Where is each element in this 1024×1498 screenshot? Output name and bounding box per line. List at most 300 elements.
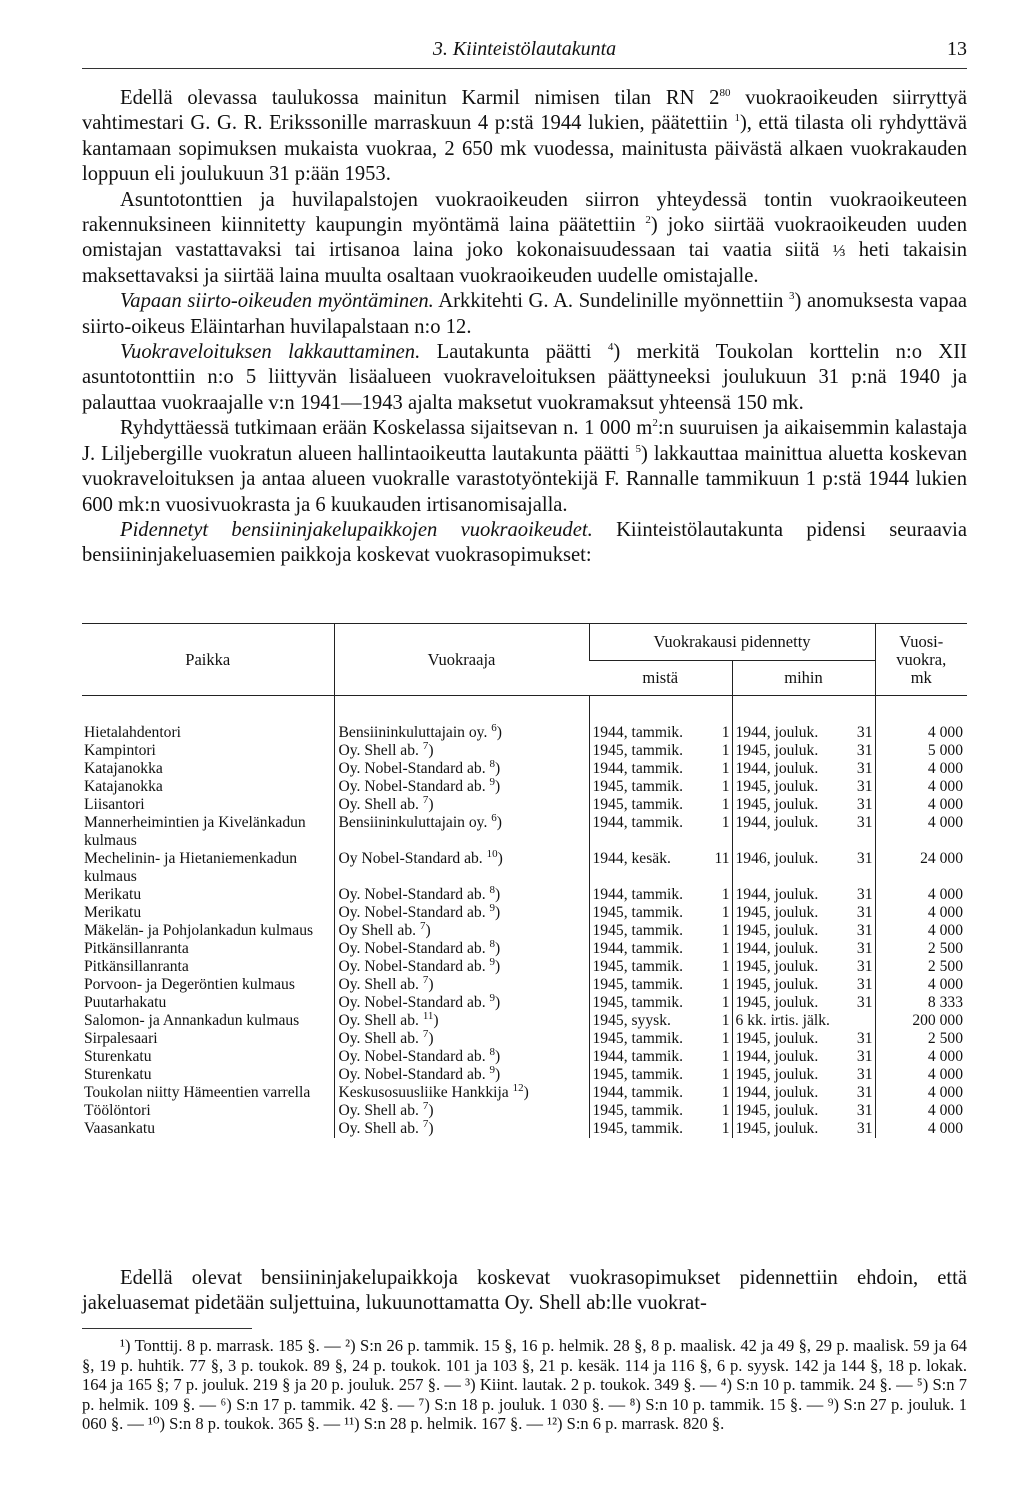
cell-rent: 4 000 [875, 1120, 967, 1138]
footnote-ref: 4 [607, 341, 614, 354]
cell-to [732, 994, 875, 1012]
lessee-name: Bensiininkuluttajain oy. [338, 724, 488, 741]
lessee-name: Oy. Nobel-Standard ab. [338, 778, 486, 795]
cell-to [732, 922, 875, 940]
cell-from [589, 958, 732, 976]
to-month: 1944, jouluk. [735, 760, 819, 777]
table-row [82, 1048, 967, 1066]
paragraph-loans [82, 188, 967, 290]
lessee-name: Oy. Nobel-Standard ab. [338, 886, 486, 903]
to-month: 1944, jouluk. [735, 724, 819, 741]
footnote-ref: 7 [422, 1099, 429, 1112]
footnote-ref: 8 [489, 937, 495, 950]
table-row [82, 850, 967, 886]
from-month: 1945, tammik. [592, 976, 684, 993]
cell-place: Hietalahdentori [84, 724, 181, 741]
cell-lessee: Oy Shell ab. $^7$) [334, 922, 589, 940]
table-row [82, 940, 967, 958]
cell-lessee: Oy. Nobel-Standard ab. $^9$) [334, 778, 589, 796]
cell-lessee: Oy. Nobel-Standard ab. $^9$) [334, 904, 589, 922]
to-day: 31 [856, 760, 873, 777]
cell-to [732, 1120, 875, 1138]
paragraph-koskela [82, 416, 967, 518]
cell-lessee: Bensiininkuluttajain oy. $^6$) [334, 724, 589, 742]
lessee-name: Oy. Shell ab. [338, 976, 419, 993]
cell-place: Toukolan niitty Hämeentien varrella [84, 1084, 311, 1101]
to-month: 1945, jouluk. [735, 904, 819, 921]
to-month: 1945, jouluk. [735, 1030, 819, 1047]
cell-rent: 4 000 [875, 1084, 967, 1102]
cell-place: Sturenkatu [84, 1048, 152, 1065]
cell-lessee: Oy. Nobel-Standard ab. $^9$) [334, 958, 589, 976]
footnote-ref: 8 [489, 883, 495, 896]
to-month: 6 kk. irtis. jälk. [735, 1012, 830, 1029]
lessee-name: Oy. Shell ab. [338, 742, 419, 759]
cell-rent: 2 500 [875, 958, 967, 976]
table-row [82, 742, 967, 760]
cell-lessee: Keskusosuusliike Hankkija $^{12}$) [334, 1084, 589, 1102]
section-title: Vuokraveloituksen lakkauttaminen. [120, 341, 421, 364]
cell-rent: 8 333 [875, 994, 967, 1012]
table-row [82, 958, 967, 976]
from-day: 1 [721, 1102, 730, 1119]
text-span: ), että tilasta oli ryhdyttävä kantamaan sopimuksen mukaista vuokraa, 2 650 mk vuodessa, mainitusta päivästä alkaen vuokrakauden loppuun eli joulukuun 31 p:ään 1953. [82, 112, 968, 186]
cell-lessee: Oy. Nobel-Standard ab. $^8$) [334, 886, 589, 904]
from-day: 1 [721, 976, 730, 993]
from-day: 1 [721, 922, 730, 939]
section-title: Vapaan siirto-oikeuden myöntäminen. [120, 290, 434, 313]
footnote-ref: 8 [489, 757, 495, 770]
from-day: 1 [721, 814, 730, 831]
to-day: 31 [856, 886, 873, 903]
header-rent-line: vuokra, [896, 649, 947, 669]
cell-lessee: Oy. Nobel-Standard ab. $^9$) [334, 994, 589, 1012]
table-row [82, 1030, 967, 1048]
from-month: 1945, tammik. [592, 1066, 684, 1083]
header-lessee: Vuokraaja [334, 624, 589, 696]
cell-from [589, 778, 732, 796]
cell-lessee: Oy. Shell ab. $^7$) [334, 1030, 589, 1048]
cell-from [589, 922, 732, 940]
footnote-ref: 9 [489, 1063, 495, 1076]
cell-from [589, 796, 732, 814]
cell-to [732, 850, 875, 886]
from-month: 1945, tammik. [592, 994, 684, 1011]
lessee-name: Oy. Shell ab. [338, 1030, 419, 1047]
from-month: 1945, tammik. [592, 1120, 684, 1137]
footnote-ref: 9 [489, 901, 495, 914]
cell-rent: 2 500 [875, 1030, 967, 1048]
table-row [82, 1084, 967, 1102]
cell-rent: 2 500 [875, 940, 967, 958]
superscript: 80 [719, 87, 731, 100]
cell-to [732, 886, 875, 904]
to-month: 1944, jouluk. [735, 940, 819, 957]
lessee-name: Oy Shell ab. [338, 922, 417, 939]
table-row [82, 886, 967, 904]
cell-from [589, 814, 732, 850]
to-day: 31 [856, 1066, 873, 1083]
header-rent [875, 624, 967, 696]
cell-from [589, 994, 732, 1012]
table-row [82, 796, 967, 814]
from-day: 1 [721, 940, 730, 957]
cell-place: Pitkänsillanranta [84, 958, 189, 975]
cell-rent: 4 000 [875, 886, 967, 904]
to-day: 31 [856, 1030, 873, 1047]
to-day: 31 [856, 1102, 873, 1119]
to-day: 31 [856, 1048, 873, 1065]
from-day: 1 [721, 1120, 730, 1137]
footnote-ref: 7 [419, 919, 426, 932]
cell-to [732, 760, 875, 778]
cell-from [589, 1066, 732, 1084]
to-month: 1945, jouluk. [735, 958, 819, 975]
cell-rent: 200 000 [875, 1012, 967, 1030]
from-day: 1 [721, 1066, 730, 1083]
cell-lessee: Oy. Nobel-Standard ab. $^8$) [334, 1048, 589, 1066]
closing-text [82, 1266, 967, 1317]
text-span: vuokraoikeuden siirryttyä vahtimestari G. G. R. Erikssonille marraskuun 4 p:stä 1944 lukien, päätettiin [82, 87, 967, 135]
footnote-ref: 7 [422, 1027, 429, 1040]
cell-place: Katajanokka [84, 778, 163, 795]
from-month: 1945, tammik. [592, 958, 684, 975]
cell-place: Sirpalesaari [84, 1030, 158, 1047]
footnote-ref: 8 [489, 1045, 495, 1058]
cell-from [589, 742, 732, 760]
cell-from [589, 850, 732, 886]
cell-lessee: Oy. Nobel-Standard ab. $^9$) [334, 1066, 589, 1084]
cell-to [732, 1084, 875, 1102]
footnote-ref: 12 [512, 1081, 524, 1094]
table-row [82, 724, 967, 742]
footnote-ref: 6 [491, 721, 497, 734]
cell-from [589, 886, 732, 904]
header-to: mihin [732, 661, 875, 696]
lessee-name: Oy. Nobel-Standard ab. [338, 1048, 486, 1065]
paragraph-petrol-stations [82, 518, 967, 569]
cell-lessee: Oy. Shell ab. $^7$) [334, 1120, 589, 1138]
body-text [82, 86, 967, 569]
footnote-ref: 9 [489, 955, 495, 968]
cell-rent: 5 000 [875, 742, 967, 760]
footnote-ref: 1 [734, 112, 740, 125]
footnote-ref: 7 [422, 973, 429, 986]
lease-table [82, 623, 967, 1138]
cell-place: Porvoon- ja Degeröntien kulmaus [84, 976, 295, 993]
from-day: 11 [714, 850, 730, 867]
cell-from [589, 1120, 732, 1138]
to-day: 31 [856, 1120, 873, 1137]
table-row [82, 922, 967, 940]
lessee-name: Oy. Nobel-Standard ab. [338, 958, 486, 975]
header-period: Vuokrakausi pidennetty [589, 624, 875, 661]
footnotes-text: ¹) Tonttij. 8 p. marrask. 185 §. — ²) S:n 26 p. tammik. 15 §, 16 p. helmik. 28 §, 8 p. maalisk. 42 ja 49 §, 29 p. maalisk. 59 ja 64 §, 19 p. huhtik. 77 §, 3 p. toukok. 89 §, 24 p. toukok. 101 ja 103 §, 21 p. kesäk. 114 ja 116 §, 6 p. syysk. 142 ja 144 §, 18 p. lokak. 164 ja 165 §; 7 p. jouluk. 219 § ja 20 p. jouluk. 257 §. — ³) Kiint. lautak. 2 p. toukok. 349 §. — ⁴) S:n 10 p. tammik. 24 §. — ⁵) S:n 7 p. helmik. 109 §. — ⁶) S:n 17 p. tammik. 42 §. — ⁷) S:n 18 p. jouluk. 1 030 §. — ⁸) S:n 10 p. tammik. 15 §. — ⁹) S:n 27 p. jouluk. 1 060 §. — ¹⁰) S:n 8 p. toukok. 365 §. — ¹¹) S:n 28 p. helmik. 167 §. — ¹²) S:n 6 p. marrask. 820 §. [82, 1336, 967, 1433]
running-title: 3. Kiinteistölautakunta [432, 38, 617, 60]
cell-place: Pitkänsillanranta [84, 940, 189, 957]
from-day: 1 [721, 1012, 730, 1029]
from-month: 1945, tammik. [592, 778, 684, 795]
cell-rent: 4 000 [875, 760, 967, 778]
paragraph-rent-cancellation [82, 340, 967, 416]
cell-to [732, 1102, 875, 1120]
from-month: 1945, tammik. [592, 922, 684, 939]
cell-from [589, 1012, 732, 1030]
cell-lessee: Oy. Nobel-Standard ab. $^8$) [334, 940, 589, 958]
cell-place: Salomon- ja Annankadun kulmaus [84, 1012, 300, 1029]
cell-to [732, 742, 875, 760]
from-month: 1945, syysk. [592, 1012, 671, 1029]
cell-rent: 4 000 [875, 1048, 967, 1066]
from-day: 1 [721, 760, 730, 777]
footnote-ref: 6 [491, 811, 497, 824]
lessee-name: Oy. Shell ab. [338, 1102, 419, 1119]
to-month: 1944, jouluk. [735, 1048, 819, 1065]
cell-to [732, 778, 875, 796]
to-day: 31 [856, 850, 873, 867]
cell-place: Katajanokka [84, 760, 163, 777]
to-month: 1945, jouluk. [735, 778, 819, 795]
cell-lessee: Bensiininkuluttajain oy. $^6$) [334, 814, 589, 850]
header-rent-line: Vuosi- [899, 631, 944, 651]
cell-to [732, 814, 875, 850]
cell-to [732, 1048, 875, 1066]
to-day: 31 [856, 994, 873, 1011]
footnote-rule [82, 1328, 252, 1329]
cell-place: Sturenkatu [84, 1066, 152, 1083]
closing-paragraph: Edellä olevat bensiininjakelupaikkoja koskevat vuokrasopimukset pidennettiin ehdoin, että jakeluasemat pidetään suljettuina, lukuunottamatta Oy. Shell ab:lle vuokrat- [82, 1267, 967, 1315]
cell-to [732, 940, 875, 958]
cell-to [732, 724, 875, 742]
lease-rows [82, 721, 967, 1138]
to-month: 1945, jouluk. [735, 1066, 819, 1083]
from-month: 1944, tammik. [592, 760, 684, 777]
cell-place: Puutarhakatu [84, 994, 167, 1011]
from-day: 1 [721, 724, 730, 741]
from-month: 1944, tammik. [592, 1084, 684, 1101]
superscript: 2 [652, 417, 658, 430]
to-day: 31 [856, 958, 873, 975]
footnote-ref: 9 [489, 775, 495, 788]
footnote-ref: 5 [635, 442, 642, 455]
cell-lessee: Oy. Shell ab. $^{11}$) [334, 1012, 589, 1030]
footnote-ref: 2 [645, 214, 651, 227]
table-row [82, 1012, 967, 1030]
cell-lessee: Oy. Shell ab. $^7$) [334, 976, 589, 994]
cell-lessee: Oy. Shell ab. $^7$) [334, 796, 589, 814]
from-month: 1944, tammik. [592, 724, 684, 741]
cell-from [589, 976, 732, 994]
cell-from [589, 940, 732, 958]
cell-rent: 4 000 [875, 1102, 967, 1120]
text-span: Edellä olevassa taulukossa mainitun Karmil nimisen tilan RN 2 [120, 87, 720, 109]
from-day: 1 [721, 742, 730, 759]
from-month: 1945, tammik. [592, 1102, 684, 1119]
table-row [82, 976, 967, 994]
footnote-ref: 10 [486, 847, 498, 860]
paragraph-transfer-right [82, 289, 967, 340]
cell-from [589, 1102, 732, 1120]
cell-rent: 4 000 [875, 778, 967, 796]
to-month: 1945, jouluk. [735, 976, 819, 993]
text-span: Lautakunta päätti [420, 341, 608, 364]
cell-place: Mannerheimintien ja Kivelänkadun kulmaus [84, 814, 306, 849]
lessee-name: Oy. Nobel-Standard ab. [338, 760, 486, 777]
from-month: 1945, tammik. [592, 1030, 684, 1047]
from-day: 1 [721, 778, 730, 795]
from-month: 1944, tammik. [592, 814, 684, 831]
lessee-name: Keskusosuusliike Hankkija [338, 1084, 509, 1101]
cell-place: Merikatu [84, 886, 142, 903]
from-month: 1945, tammik. [592, 742, 684, 759]
table-row [82, 814, 967, 850]
text-span: ) anomuksesta vapaa siirto-oikeus Eläintarhan huvilapalstaan n:o 12. [82, 290, 967, 338]
table-row [82, 760, 967, 778]
to-month: 1945, jouluk. [735, 1120, 819, 1137]
lessee-name: Oy. Nobel-Standard ab. [338, 904, 486, 921]
lessee-name: Oy. Shell ab. [338, 1120, 419, 1137]
footnote-ref: 3 [789, 290, 795, 303]
from-month: 1945, tammik. [592, 904, 684, 921]
to-day: 31 [856, 940, 873, 957]
to-day: 31 [856, 976, 873, 993]
lessee-name: Oy. Shell ab. [338, 796, 419, 813]
cell-rent: 4 000 [875, 814, 967, 850]
to-month: 1945, jouluk. [735, 994, 819, 1011]
text-span: ) joko siirtää vuokraoikeuden uuden omistajan vastattavaksi tai irtisanoa laina joko kokonaisuudessaan tai vaatia siitä [82, 214, 967, 262]
cell-place: Töölöntori [84, 1102, 151, 1119]
lessee-name: Bensiininkuluttajain oy. [338, 814, 488, 831]
from-day: 1 [721, 994, 730, 1011]
to-month: 1944, jouluk. [735, 1084, 819, 1101]
cell-place: Vaasankatu [84, 1120, 156, 1137]
footnote-ref: 9 [489, 991, 495, 1004]
lessee-name: Oy. Shell ab. [338, 1012, 419, 1029]
cell-rent: 4 000 [875, 724, 967, 742]
to-month: 1944, jouluk. [735, 886, 819, 903]
fraction: ⅓ [832, 241, 846, 261]
header-rule [82, 68, 967, 69]
table-row [82, 1066, 967, 1084]
to-day: 31 [856, 742, 873, 759]
from-day: 1 [721, 1030, 730, 1047]
header-from: mistä [589, 661, 732, 696]
table-row [82, 994, 967, 1012]
cell-rent: 4 000 [875, 976, 967, 994]
from-month: 1945, tammik. [592, 796, 684, 813]
cell-rent: 4 000 [875, 904, 967, 922]
cell-to [732, 904, 875, 922]
to-month: 1945, jouluk. [735, 742, 819, 759]
text-span: heti takaisin maksettavaksi ja siirtää laina muulta osaltaan vuokraoikeuden uudelle omistajalle. [82, 239, 967, 287]
cell-from [589, 904, 732, 922]
cell-from [589, 724, 732, 742]
paragraph-karmil [82, 86, 967, 188]
from-day: 1 [721, 1048, 730, 1065]
cell-lessee: Oy. Shell ab. $^7$) [334, 1102, 589, 1120]
cell-from [589, 1084, 732, 1102]
lessee-name: Oy Nobel-Standard ab. [338, 850, 483, 867]
footnote-ref: 7 [422, 739, 429, 752]
cell-rent: 24 000 [875, 850, 967, 886]
cell-from [589, 1030, 732, 1048]
lessee-name: Oy. Nobel-Standard ab. [338, 940, 486, 957]
cell-place: Liisantori [84, 796, 145, 813]
cell-from [589, 1048, 732, 1066]
from-day: 1 [721, 904, 730, 921]
to-day: 31 [856, 796, 873, 813]
text-span: Asuntotonttien ja huvilapalstojen vuokraoikeuden siirron yhteydessä tontin vuokraoikeuteen rakennuksineen kiinnitetty kaupungin myöntämä laina päätettiin [82, 188, 967, 237]
from-month: 1944, kesäk. [592, 850, 671, 867]
cell-to [732, 958, 875, 976]
to-day: 31 [856, 922, 873, 939]
cell-place: Merikatu [84, 904, 142, 921]
cell-place: Kampintori [84, 742, 156, 759]
cell-place: Mechelinin- ja Hietaniemenkadun kulmaus [84, 850, 298, 885]
to-day: 31 [856, 814, 873, 831]
table-row [82, 1102, 967, 1120]
to-day: 31 [856, 1084, 873, 1101]
to-month: 1944, jouluk. [735, 814, 819, 831]
text-span: ) lakkauttaa mainittua aluetta koskevan vuokraveloituksen ja antaa alueen vuokralle varastotyöntekijä F. Rannalle tammikuun 1 p:stä 1944 lukien 600 mk:n vuosivuokrasta ja 6 kuukauden irtisanomisajalla. [82, 442, 968, 516]
cell-lessee: Oy Nobel-Standard ab. $^{10}$) [334, 850, 589, 886]
cell-rent: 4 000 [875, 1066, 967, 1084]
to-month: 1945, jouluk. [735, 1102, 819, 1119]
table-row [82, 778, 967, 796]
cell-to [732, 1012, 875, 1030]
to-month: 1945, jouluk. [735, 796, 819, 813]
to-day: 31 [856, 778, 873, 795]
section-title: Pidennetyt bensiininjakelupaikkojen vuokraoikeudet. [120, 518, 593, 541]
header-rent-line: mk [910, 667, 932, 687]
footnote-ref: 7 [422, 1117, 429, 1130]
footnote-ref: 11 [422, 1009, 434, 1022]
to-month: 1945, jouluk. [735, 922, 819, 939]
lessee-name: Oy. Nobel-Standard ab. [338, 1066, 486, 1083]
cell-to [732, 796, 875, 814]
text-span: Kiinteistölautakunta pidensi seuraavia bensiininjakeluasemien paikkoja koskevat vuokrasopimukset: [82, 518, 967, 567]
cell-lessee: Oy. Nobel-Standard ab. $^8$) [334, 760, 589, 778]
header-place: Paikka [82, 624, 334, 696]
cell-to [732, 1066, 875, 1084]
text-span: Arkkitehti G. A. Sundelinille myönnettiin [433, 290, 789, 313]
to-day: 31 [856, 724, 873, 741]
lessee-name: Oy. Nobel-Standard ab. [338, 994, 486, 1011]
from-month: 1944, tammik. [592, 886, 684, 903]
footnotes [82, 1336, 967, 1434]
cell-place: Mäkelän- ja Pohjolankadun kulmaus [84, 922, 314, 939]
text-span: Ryhdyttäessä tutkimaan erään Koskelassa sijaitsevan n. 1 000 m [120, 417, 653, 440]
cell-to [732, 976, 875, 994]
cell-lessee: Oy. Shell ab. $^7$) [334, 742, 589, 760]
table-row [82, 904, 967, 922]
from-day: 1 [721, 958, 730, 975]
from-month: 1944, tammik. [592, 940, 684, 957]
cell-rent: 4 000 [875, 796, 967, 814]
page-header [82, 38, 967, 66]
text-span: :n suuruisen ja aikaisemmin kalastaja J. Liljebergille vuokratun alueen hallintaoikeutta lautakunta päätti [82, 417, 967, 465]
text-span: ) merkitä Toukolan korttelin n:o XII asuntotonttiin n:o 5 liittyvän lisäalueen vuokraveloituksen päättyneeksi joulukuun 31 p:nä 1940 ja palauttaa vuokraajalle v:n 1941—1943 ajalta maksetut vuokramaksut yhteensä 150 mk. [82, 341, 967, 414]
page-number: 13 [947, 38, 967, 60]
to-day: 31 [856, 904, 873, 921]
from-month: 1944, tammik. [592, 1048, 684, 1065]
cell-rent: 4 000 [875, 922, 967, 940]
from-day: 1 [721, 886, 730, 903]
cell-from [589, 760, 732, 778]
cell-to [732, 1030, 875, 1048]
from-day: 1 [721, 796, 730, 813]
footnote-ref: 7 [422, 793, 429, 806]
